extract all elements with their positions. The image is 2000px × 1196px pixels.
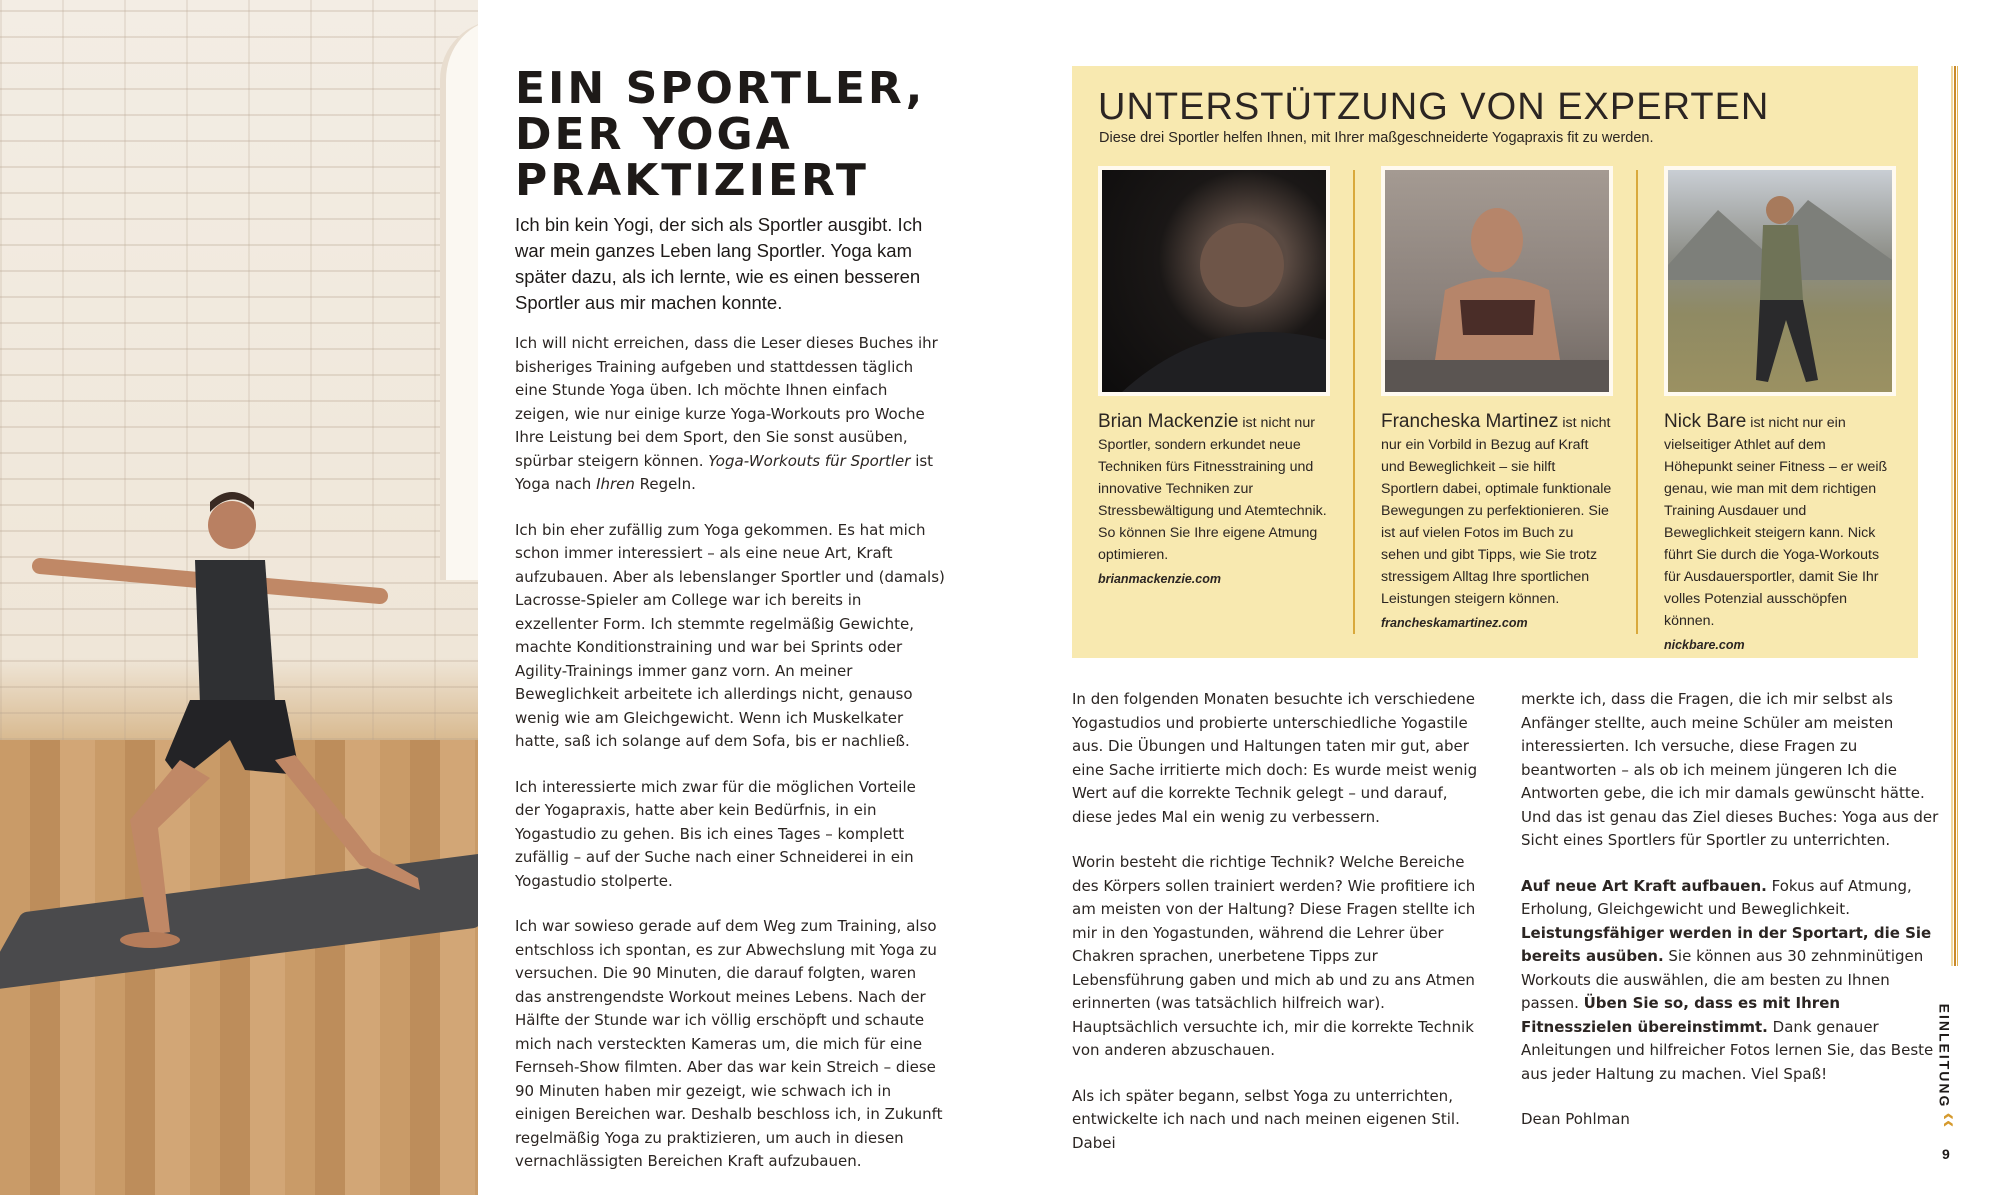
signature: Dean Pohlman: [1521, 1110, 1630, 1128]
yoga-photo: [0, 0, 478, 1195]
yogi-figure: [0, 0, 478, 1195]
bold-text: Auf neue Art Kraft aufbauen.: [1521, 876, 1767, 895]
expert-card: [1381, 166, 1613, 634]
article-column-3: [1521, 688, 1946, 1154]
page-title: EIN SPORTLER, DER YOGA PRAKTIZIERT: [515, 63, 926, 206]
paragraph: Als ich später begann, selbst Yoga zu unterrichten, entwickelte ich nach und nach meinen eigenen Stil. Dabei: [1072, 1086, 1460, 1152]
bold-text: Üben Sie so, dass es mit Ihren Fitnesszielen übereinstimmt.: [1521, 994, 1841, 1036]
article-column-1: [515, 332, 945, 1196]
chapter-tab: [1938, 1000, 1962, 1120]
expert-bio: [1098, 411, 1330, 590]
side-rule: [1951, 66, 1958, 966]
expert-name: Francheska Martinez: [1381, 411, 1559, 432]
text-span: Regeln.: [634, 475, 696, 493]
bold-text: Leistungsfähiger werden in der Sportart, die Sie bereits ausüben.: [1521, 923, 1932, 965]
expert-name: Brian Mackenzie: [1098, 411, 1239, 432]
expert-description: ist nicht nur ein Vorbild in Bezug auf Kraft und Beweglichkeit – sie hilft Sportlern dabei, optimale funktionale Bewegungen zu perfektionieren. Sie ist auf vielen Fotos im Buch zu sehen und gibt Tipps, wie Sie trotz stressigem Alltag Ihre sportlichen Leistungen steigern können.: [1381, 415, 1612, 607]
text-span: Sie können aus 30 zehnminütigen Workouts die auswählen, die am besten zu Ihnen passen.: [1521, 947, 1924, 1012]
expert-card: [1664, 166, 1896, 656]
expert-photo: [1381, 166, 1613, 396]
text-span: ist Yoga nach: [515, 451, 934, 493]
text-span: Fokus auf Atmung, Erholung, Gleichgewicht und Beweglichkeit.: [1521, 876, 1912, 918]
expert-photo: [1098, 166, 1330, 396]
chapter-label: EINLEITUNG: [1936, 1003, 1953, 1109]
text-span: Dank genauer Anleitungen und hilfreicher Fotos lernen Sie, das Beste aus jeder Haltung zu machen. Viel Spaß!: [1521, 1017, 1934, 1083]
paragraph: Ich bin eher zufällig zum Yoga gekommen. Es hat mich schon immer interessiert – als eine neue Art, Kraft aufzubauen. Aber als lebenslanger Sportler und (damals) Lacrosse-Spieler am College war ich bereits in exzellenter Form. Ich stemmte regelmäßig Gewichte, machte Konditionstraining und war bei Sprints oder Agility-Trainings immer ganz vorn. An meiner Beweglichkeit arbeitete ich allerdings nicht, genauso wenig wie am Gleichgewicht. Wenn ich Muskelkater hatte, saß ich solange auf dem Sofa, bis er nachließ.: [515, 520, 945, 750]
expert-link[interactable]: francheskamartinez.com: [1381, 616, 1528, 630]
expert-description: ist nicht nur ein vielseitiger Athlet auf dem Höhepunkt seiner Fitness – er weiß genau, wie man mit dem richtigen Training Ausdauer und Beweglichkeit steigern kann. Nick führt Sie durch die Yoga-Workouts für Ausdauersportler, damit Sie Ihr volles Potenzial ausschöpfen können.: [1664, 415, 1888, 629]
expert-photo: [1664, 166, 1896, 396]
experts-box: [1072, 66, 1918, 658]
divider: [1636, 170, 1638, 634]
paragraph: Ich war sowieso gerade auf dem Weg zum Training, also entschloss ich spontan, es zur Abwechslung mit Yoga zu versuchen. Die 90 Minuten, die darauf folgten, waren das anstrengendste Workout meines Lebens. Nach der Hälfte der Stunde war ich völlig erschöpft und schaute mich nach versteckten Kameras um, die mich für eine Fernseh-Show filmten. Aber das war kein Streich – diese 90 Minuten haben mir gezeigt, wie schwach ich in einigen Bereichen war. Deshalb beschloss ich, in Zukunft regelmäßig Yoga zu praktizieren, um auch in diesen vernachlässigten Bereichen Kraft aufzubauen.: [515, 917, 943, 1170]
divider: [1353, 170, 1355, 634]
paragraph: merkte ich, dass die Fragen, die ich mir selbst als Anfänger stellte, auch meine Schüler am meisten interessierten. Ich versuche, diese Fragen zu beantworten – als ob ich meinem jüngeren Ich die Antworten gebe, die ich mir damals gewünscht hätte. Und das ist genau das Ziel dieses Buches: Yoga aus der Sicht eines Sportlers für Sportler zu unterrichten.: [1521, 690, 1939, 849]
expert-bio: [1381, 411, 1613, 634]
expert-bio: [1664, 411, 1896, 656]
emphasis: Ihren: [596, 475, 635, 493]
page-number: 9: [1942, 1146, 1950, 1162]
expert-link[interactable]: nickbare.com: [1664, 638, 1745, 652]
lead-paragraph: Ich bin kein Yogi, der sich als Sportler ausgibt. Ich war mein ganzes Leben lang Sportler. Yoga kam später dazu, als ich lernte, wie es einen besseren Sportler aus mir machen konnte.: [515, 214, 923, 313]
paragraph: In den folgenden Monaten besuchte ich verschiedene Yogastudios und probierte unterschiedliche Yogastile aus. Die Übungen und Haltungen taten mir gut, aber eine Sache irritierte mich doch: Es wurde meist wenig Wert auf die korrekte Technik gelegt – und darauf, diese jedes Mal ein wenig zu verbessern.: [1072, 690, 1478, 826]
paragraph: [515, 332, 945, 497]
text-span: Ich will nicht erreichen, dass die Leser dieses Buches ihr bisheriges Training aufgeben und stattdessen täglich eine Stunde Yoga üben. Ich möchte Ihnen einfach zeigen, wie nur einige kurze Yoga-Workouts pro Woche Ihre Leistung bei dem Sport, den Sie sonst ausüben, spürbar steigern können.: [515, 334, 938, 470]
expert-name: Nick Bare: [1664, 411, 1747, 432]
expert-link[interactable]: brianmackenzie.com: [1098, 572, 1221, 586]
expert-description: ist nicht nur Sportler, sondern erkundet neue Techniken fürs Fitnesstraining und innovative Techniken zur Stressbewältigung und Atemtechnik. So können Sie Ihre eigene Atmung optimieren.: [1098, 415, 1327, 563]
experts-title: UNTERSTÜTZUNG VON EXPERTEN: [1098, 86, 1770, 128]
book-title: Yoga-Workouts für Sportler: [708, 451, 911, 470]
paragraph: Worin besteht die richtige Technik? Welche Bereiche des Körpers sollen trainiert werden? Wie profitiere ich am meisten von der Haltung? Diese Fragen stellte ich mir in den Yogastunden, während die Lehrer über Chakren sprachen, unerbetene Tipps zur Lebensführung gaben und mich ab und zu ans Atmen erinnerten (was tatsächlich hilfreich war). Hauptsächlich versuchte ich, mir die korrekte Technik von anderen abzuschauen.: [1072, 853, 1476, 1059]
expert-card: [1098, 166, 1330, 590]
paragraph: [1521, 875, 1946, 1087]
experts-subtitle: Diese drei Sportler helfen Ihnen, mit Ihrer maßgeschneiderte Yogapraxis fit zu werden.: [1099, 130, 1654, 146]
chevron-icon: ‹‹: [1937, 1112, 1963, 1128]
article-column-2: [1072, 688, 1492, 1177]
paragraph: Ich interessierte mich zwar für die möglichen Vorteile der Yogapraxis, hatte aber kein Bedürfnis, in ein Yogastudio zu gehen. Bis ich eines Tages – komplett zufällig – auf der Suche nach einer Schneiderei in ein Yogastudio stolperte.: [515, 777, 916, 890]
